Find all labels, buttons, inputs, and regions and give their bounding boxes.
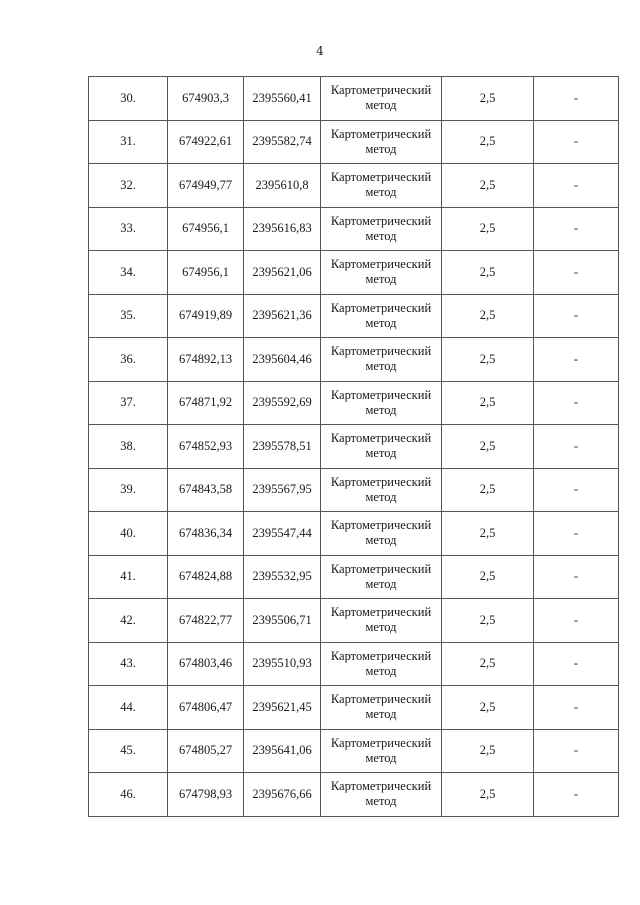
- accuracy-cell: 2,5: [442, 642, 534, 686]
- method-text: метод: [365, 750, 397, 765]
- y-coordinate-cell: 2395582,74: [244, 120, 321, 164]
- table-row: [89, 294, 619, 338]
- note-cell: -: [534, 338, 619, 382]
- accuracy-cell: 2,5: [442, 555, 534, 599]
- method-text: метод: [365, 141, 397, 156]
- method-text: Картометрический: [330, 779, 432, 794]
- method-text: Картометрический: [330, 300, 432, 315]
- accuracy-cell: 2,5: [442, 77, 534, 121]
- method-text: Картометрический: [330, 387, 432, 402]
- table-row: [89, 164, 619, 208]
- note-cell: -: [534, 120, 619, 164]
- point-number-cell: 35.: [89, 294, 168, 338]
- y-coordinate-cell: 2395592,69: [244, 381, 321, 425]
- note-cell: -: [534, 207, 619, 251]
- x-coordinate-cell: 674805,27: [168, 729, 244, 773]
- accuracy-cell: 2,5: [442, 207, 534, 251]
- y-coordinate-cell: 2395532,95: [244, 555, 321, 599]
- method-text: Картометрический: [330, 648, 432, 663]
- point-number-cell: 44.: [89, 686, 168, 730]
- point-number-cell: 38.: [89, 425, 168, 469]
- y-coordinate-cell: 2395616,83: [244, 207, 321, 251]
- table-row: [89, 425, 619, 469]
- x-coordinate-cell: 674822,77: [168, 599, 244, 643]
- method-text: метод: [365, 359, 397, 374]
- point-number-cell: 42.: [89, 599, 168, 643]
- accuracy-cell: 2,5: [442, 164, 534, 208]
- note-cell: -: [534, 294, 619, 338]
- x-coordinate-cell: 674919,89: [168, 294, 244, 338]
- method-text: Картометрический: [330, 735, 432, 750]
- accuracy-cell: 2,5: [442, 120, 534, 164]
- y-coordinate-cell: 2395641,06: [244, 729, 321, 773]
- accuracy-cell: 2,5: [442, 338, 534, 382]
- x-coordinate-cell: 674949,77: [168, 164, 244, 208]
- method-text: Картометрический: [330, 431, 432, 446]
- note-cell: -: [534, 642, 619, 686]
- note-cell: -: [534, 77, 619, 121]
- table-row: [89, 381, 619, 425]
- note-cell: -: [534, 729, 619, 773]
- table-row: [89, 77, 619, 121]
- y-coordinate-cell: 2395610,8: [244, 164, 321, 208]
- point-number-cell: 31.: [89, 120, 168, 164]
- point-number-cell: 30.: [89, 77, 168, 121]
- method-text: метод: [365, 707, 397, 722]
- method-cell: [321, 338, 442, 382]
- method-text: метод: [365, 272, 397, 287]
- accuracy-cell: 2,5: [442, 381, 534, 425]
- method-cell: [321, 294, 442, 338]
- point-number-cell: 37.: [89, 381, 168, 425]
- y-coordinate-cell: 2395621,36: [244, 294, 321, 338]
- x-coordinate-cell: 674892,13: [168, 338, 244, 382]
- accuracy-cell: 2,5: [442, 294, 534, 338]
- point-number-cell: 45.: [89, 729, 168, 773]
- table-row: [89, 512, 619, 556]
- method-text: метод: [365, 620, 397, 635]
- table-row: [89, 468, 619, 512]
- y-coordinate-cell: 2395547,44: [244, 512, 321, 556]
- method-cell: [321, 729, 442, 773]
- point-number-cell: 41.: [89, 555, 168, 599]
- point-number-cell: 34.: [89, 251, 168, 295]
- y-coordinate-cell: 2395621,06: [244, 251, 321, 295]
- method-cell: [321, 251, 442, 295]
- table-body: [89, 77, 619, 817]
- point-number-cell: 40.: [89, 512, 168, 556]
- x-coordinate-cell: 674836,34: [168, 512, 244, 556]
- method-cell: [321, 686, 442, 730]
- method-cell: [321, 164, 442, 208]
- method-text: метод: [365, 576, 397, 591]
- x-coordinate-cell: 674852,93: [168, 425, 244, 469]
- x-coordinate-cell: 674803,46: [168, 642, 244, 686]
- method-text: Картометрический: [330, 605, 432, 620]
- method-text: метод: [365, 98, 397, 113]
- method-cell: [321, 555, 442, 599]
- page-number: 4: [316, 44, 324, 58]
- y-coordinate-cell: 2395506,71: [244, 599, 321, 643]
- table-row: [89, 338, 619, 382]
- accuracy-cell: 2,5: [442, 425, 534, 469]
- accuracy-cell: 2,5: [442, 468, 534, 512]
- accuracy-cell: 2,5: [442, 251, 534, 295]
- method-cell: [321, 425, 442, 469]
- accuracy-cell: 2,5: [442, 773, 534, 817]
- method-text: метод: [365, 663, 397, 678]
- y-coordinate-cell: 2395578,51: [244, 425, 321, 469]
- point-number-cell: 43.: [89, 642, 168, 686]
- method-cell: [321, 77, 442, 121]
- y-coordinate-cell: 2395567,95: [244, 468, 321, 512]
- note-cell: -: [534, 599, 619, 643]
- y-coordinate-cell: 2395560,41: [244, 77, 321, 121]
- note-cell: -: [534, 381, 619, 425]
- accuracy-cell: 2,5: [442, 686, 534, 730]
- x-coordinate-cell: 674798,93: [168, 773, 244, 817]
- point-number-cell: 39.: [89, 468, 168, 512]
- note-cell: -: [534, 425, 619, 469]
- x-coordinate-cell: 674956,1: [168, 251, 244, 295]
- method-text: метод: [365, 489, 397, 504]
- y-coordinate-cell: 2395510,93: [244, 642, 321, 686]
- method-text: Картометрический: [330, 213, 432, 228]
- y-coordinate-cell: 2395676,66: [244, 773, 321, 817]
- method-text: Картометрический: [330, 170, 432, 185]
- y-coordinate-cell: 2395621,45: [244, 686, 321, 730]
- method-text: Картометрический: [330, 126, 432, 141]
- point-number-cell: 46.: [89, 773, 168, 817]
- note-cell: -: [534, 686, 619, 730]
- table-row: [89, 599, 619, 643]
- method-text: метод: [365, 185, 397, 200]
- table-row: [89, 729, 619, 773]
- x-coordinate-cell: 674903,3: [168, 77, 244, 121]
- method-text: метод: [365, 533, 397, 548]
- x-coordinate-cell: 674922,61: [168, 120, 244, 164]
- point-number-cell: 32.: [89, 164, 168, 208]
- table-row: [89, 120, 619, 164]
- x-coordinate-cell: 674843,58: [168, 468, 244, 512]
- x-coordinate-cell: 674806,47: [168, 686, 244, 730]
- x-coordinate-cell: 674871,92: [168, 381, 244, 425]
- x-coordinate-cell: 674956,1: [168, 207, 244, 251]
- coordinates-table: [88, 76, 619, 817]
- method-text: Картометрический: [330, 518, 432, 533]
- table-row: [89, 207, 619, 251]
- method-cell: [321, 642, 442, 686]
- y-coordinate-cell: 2395604,46: [244, 338, 321, 382]
- table-row: [89, 773, 619, 817]
- note-cell: -: [534, 512, 619, 556]
- method-cell: [321, 120, 442, 164]
- accuracy-cell: 2,5: [442, 729, 534, 773]
- method-cell: [321, 468, 442, 512]
- note-cell: -: [534, 555, 619, 599]
- method-text: метод: [365, 402, 397, 417]
- table-row: [89, 555, 619, 599]
- method-cell: [321, 381, 442, 425]
- method-text: метод: [365, 794, 397, 809]
- method-cell: [321, 773, 442, 817]
- method-cell: [321, 207, 442, 251]
- method-text: метод: [365, 315, 397, 330]
- method-cell: [321, 599, 442, 643]
- method-cell: [321, 512, 442, 556]
- note-cell: -: [534, 773, 619, 817]
- table-row: [89, 642, 619, 686]
- method-text: Картометрический: [330, 474, 432, 489]
- method-text: Картометрический: [330, 83, 432, 98]
- method-text: Картометрический: [330, 692, 432, 707]
- method-text: метод: [365, 228, 397, 243]
- point-number-cell: 36.: [89, 338, 168, 382]
- point-number-cell: 33.: [89, 207, 168, 251]
- table-row: [89, 251, 619, 295]
- table-row: [89, 686, 619, 730]
- method-text: Картометрический: [330, 257, 432, 272]
- method-text: Картометрический: [330, 561, 432, 576]
- accuracy-cell: 2,5: [442, 512, 534, 556]
- accuracy-cell: 2,5: [442, 599, 534, 643]
- x-coordinate-cell: 674824,88: [168, 555, 244, 599]
- method-text: Картометрический: [330, 344, 432, 359]
- note-cell: -: [534, 164, 619, 208]
- method-text: метод: [365, 446, 397, 461]
- note-cell: -: [534, 251, 619, 295]
- note-cell: -: [534, 468, 619, 512]
